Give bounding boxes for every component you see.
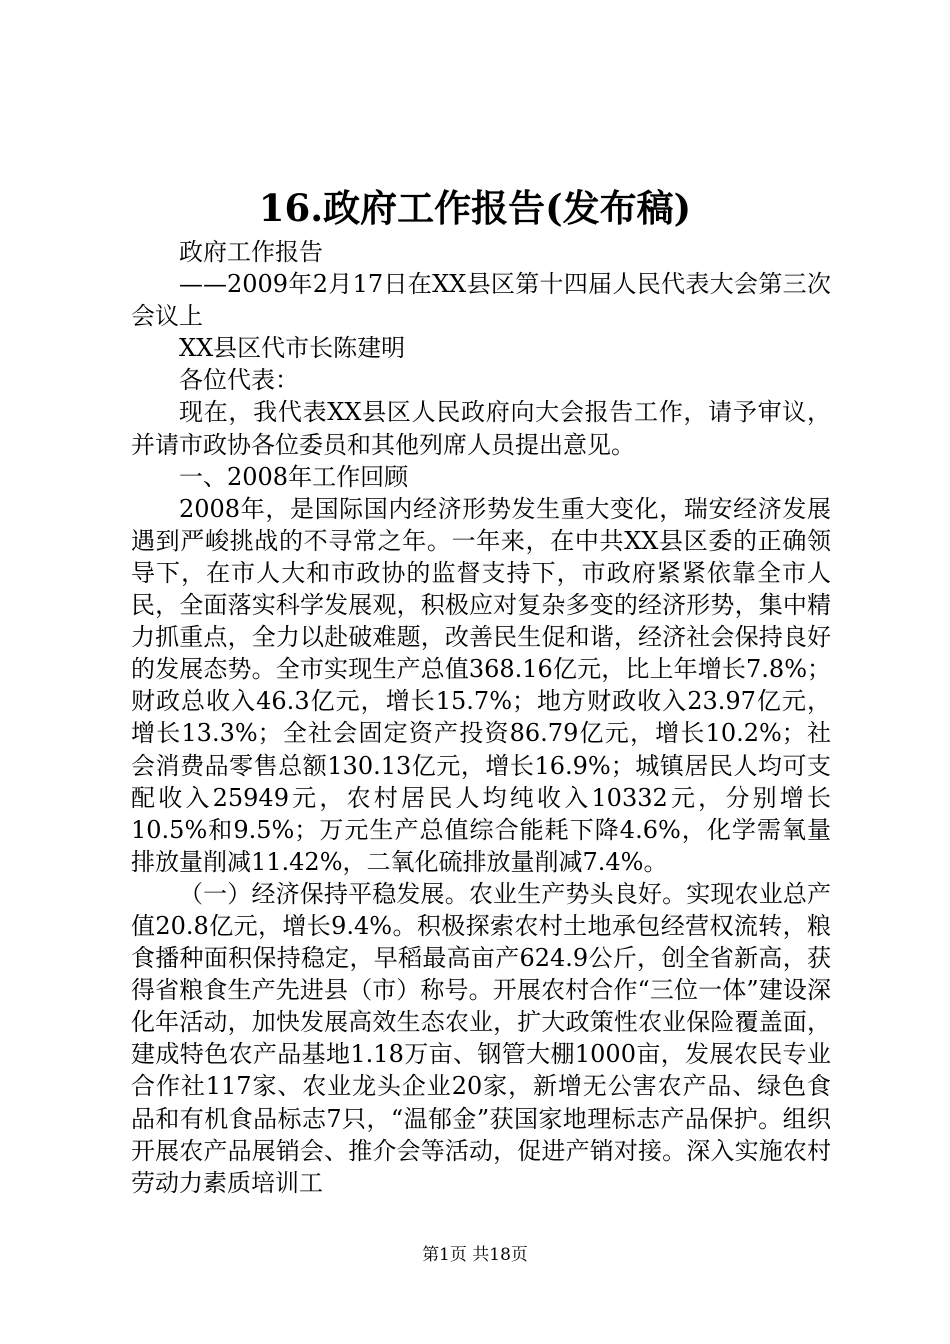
intro-paragraph: 现在，我代表XX县区人民政府向大会报告工作，请予审议，并请市政协各位委员和其他列席人员提出意见。 <box>131 398 831 459</box>
document-body <box>131 236 831 1199</box>
meeting-subtitle: ——2009年2月17日在XX县区第十四届人民代表大会第三次会议上 <box>131 270 831 331</box>
salutation: 各位代表： <box>179 366 299 395</box>
section-heading: 一、2008年工作回顾 <box>179 462 409 491</box>
report-heading: 政府工作报告 <box>179 238 323 266</box>
speaker-line: XX县区代市长陈建明 <box>179 334 406 363</box>
review-paragraph: 2008年，是国际国内经济形势发生重大变化，瑞安经济发展遇到严峻挑战的不寻常之年。一年来，在中共XX县区委的正确领导下，在市人大和市政协的监督支持下，市政府紧紧依靠全市人民，全面落实科学发展观，积极应对复杂多变的经济形势，集中精力抓重点，全力以赴破难题，改善民生促和谐，经济社会保持良好的发展态势。全市实现生产总值368.16亿元，比上年增长7.8%；财政总收入46.3亿元，增长15.7%；地方财政收入23.97亿元，增长13.3%；全社会固定资产投资86.79亿元，增长10.2%；社会消费品零售总额130.13亿元，增长16.9%；城镇居民人均可支配收入25949元，农村居民人均纯收入10332元，分别增长10.5%和9.5%；万元生产总值综合能耗下降4.6%，化学需氧量排放量削减11.42%，二氧化硫排放量削减7.4%。 <box>131 494 831 876</box>
economy-paragraph: （一）经济保持平稳发展。农业生产势头良好。实现农业总产值20.8亿元，增长9.4%。积极探索农村土地承包经营权流转，粮食播种面积保持稳定，早稻最高亩产624.9公斤，创全省新高，获得省粮食生产先进县（市）称号。开展农村合作“三位一体”建设深化年活动，加快发展高效生态农业，扩大政策性农业保险覆盖面，建成特色农产品基地1.18万亩、钢管大棚1000亩，发展农民专业合作社117家、农业龙头企业20家，新增无公害农产品、绿色食品和有机食品标志7只，“温郁金”获国家地理标志产品保护。组织开展农产品展销会、推介会等活动，促进产销对接。深入实施农村劳动力素质培训工 <box>131 879 831 1197</box>
document-title: 16.政府工作报告(发布稿) <box>258 186 692 230</box>
page-footer: 第1页 共18页 <box>422 1245 528 1265</box>
